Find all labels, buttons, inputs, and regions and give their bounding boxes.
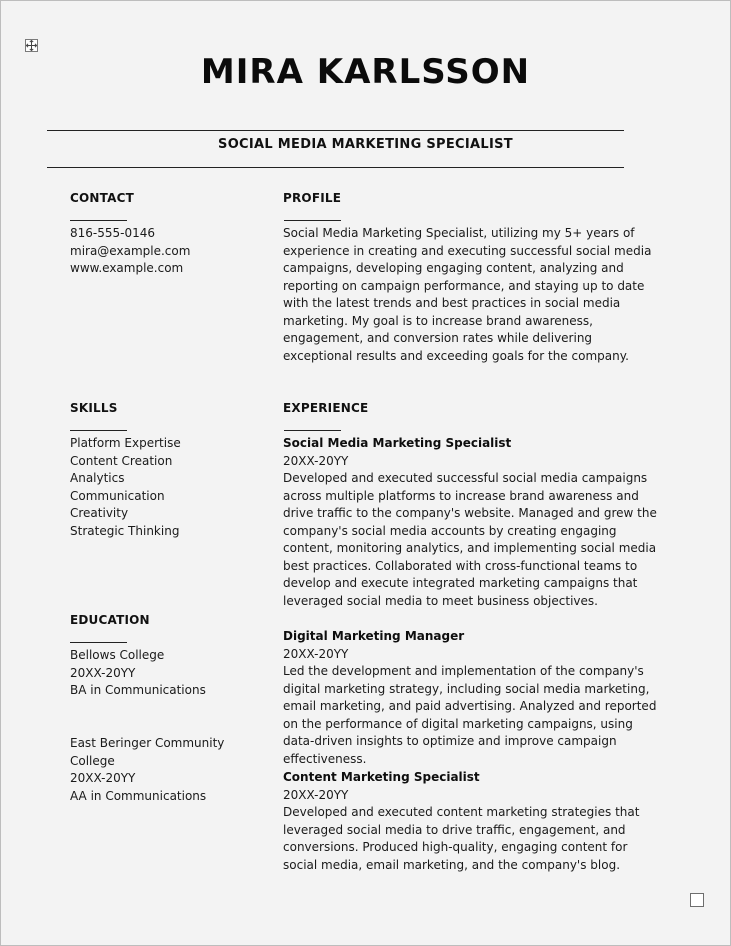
- skill-item: Communication: [70, 488, 165, 503]
- skills-heading-rule: [70, 430, 127, 431]
- table-resize-handle-icon[interactable]: [690, 893, 704, 907]
- education-school: College: [70, 753, 115, 768]
- job-role: Content Marketing Specialist: [283, 770, 480, 784]
- education-dates: 20XX-20YY: [70, 665, 136, 680]
- education-entry: [70, 647, 206, 700]
- job-description: Led the development and implementation of the company's digital marketing strategy, including social media marketing, email marketing, and paid advertising. Analyzed and reported on the performance of digital marketing campaigns, using data-driven insights to optimize and improve campaign effectiveness.: [283, 664, 657, 766]
- skill-item: Creativity: [70, 506, 129, 520]
- contact-email: mira@example.com: [70, 243, 191, 258]
- skill-item: Strategic Thinking: [70, 523, 180, 538]
- skill-item: Platform Expertise: [70, 436, 181, 450]
- job-role: Digital Marketing Manager: [283, 629, 465, 643]
- education-heading: EDUCATION: [70, 613, 150, 627]
- contact-heading: CONTACT: [70, 191, 134, 205]
- education-degree: AA in Communications: [70, 788, 207, 803]
- profile-heading: PROFILE: [283, 191, 342, 205]
- education-school: Bellows College: [70, 648, 165, 662]
- experience-entry: [283, 435, 663, 610]
- job-dates: 20XX-20YY: [283, 453, 349, 468]
- experience-entry: [283, 628, 663, 768]
- job-description: Developed and executed content marketing strategies that leveraged social media to drive traffic, engagement, and conversions. Produced high-quality, engaging content for social media, email marketing, and the company's blog.: [283, 805, 640, 872]
- education-school: East Beringer Community: [70, 736, 225, 750]
- skill-item: Content Creation: [70, 453, 173, 468]
- job-dates: 20XX-20YY: [283, 787, 349, 802]
- contact-website: www.example.com: [70, 261, 184, 275]
- skills-heading: SKILLS: [70, 401, 118, 415]
- experience-heading: EXPERIENCE: [283, 401, 369, 415]
- skills-list: [70, 435, 181, 540]
- job-dates: 20XX-20YY: [283, 646, 349, 661]
- table-move-handle-icon[interactable]: [25, 39, 38, 52]
- education-heading-rule: [70, 642, 127, 643]
- education-entry: [70, 735, 224, 805]
- contact-list: [70, 225, 190, 278]
- resume-name: MIRA KARLSSON: [200, 52, 531, 92]
- profile-text: Social Media Marketing Specialist, utilizing my 5+ years of experience in creating and executing successful social media campaigns, developing engaging content, analyzing and reporting on campaign performance, and staying up to date with the latest trends and best practices in social media marketing. My goal is to increase brand awareness, engagement, and conversion rates while delivering exceptional results and exceeding goals for the company.: [283, 226, 652, 363]
- resume-title: SOCIAL MEDIA MARKETING SPECIALIST: [218, 137, 513, 152]
- experience-heading-rule: [284, 430, 341, 431]
- job-description: Developed and executed successful social media campaigns across multiple platforms to increase brand awareness and drive traffic to the company's website. Managed and grew the company's social media accounts by creating engaging content, monitoring analytics, and implementing social media best practices. Collaborated with cross-functional teams to develop and execute integrated marketing campaigns that leveraged social media to meet business objectives.: [283, 471, 657, 608]
- title-bottom-rule: [47, 167, 624, 168]
- contact-heading-rule: [70, 220, 127, 221]
- job-role: Social Media Marketing Specialist: [283, 436, 512, 450]
- skill-item: Analytics: [70, 471, 125, 485]
- education-degree: BA in Communications: [70, 683, 206, 697]
- contact-phone: 816-555-0146: [70, 226, 156, 240]
- education-dates: 20XX-20YY: [70, 771, 136, 785]
- experience-entry: [283, 769, 663, 874]
- profile-heading-rule: [284, 220, 341, 221]
- title-top-rule: [47, 130, 624, 131]
